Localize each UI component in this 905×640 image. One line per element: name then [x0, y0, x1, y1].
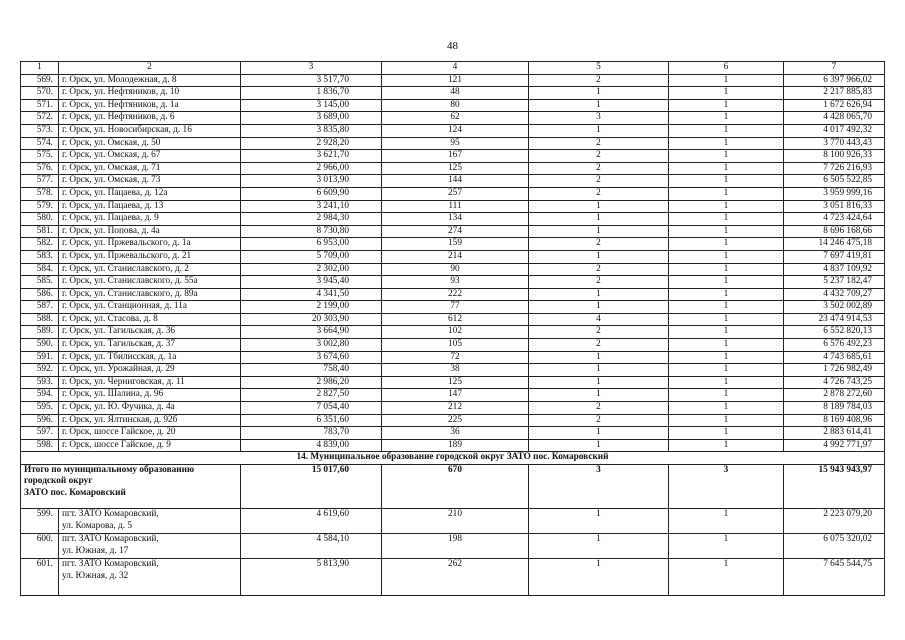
table-row: [21, 402, 885, 415]
col5-value: 1: [529, 509, 669, 534]
area: 4 584,10: [241, 534, 382, 559]
col6-value: 1: [669, 87, 784, 100]
area: 8 730,80: [241, 225, 382, 238]
amount: 4 743 685,61: [784, 351, 885, 364]
address: г. Орск, ул. Урожайная, д. 29: [59, 364, 241, 377]
col6-value: 1: [669, 402, 784, 415]
row-number: 594.: [21, 389, 59, 402]
col6-value: 1: [669, 238, 784, 251]
header-cell: 5: [529, 62, 669, 75]
row-number: 583.: [21, 250, 59, 263]
address: г. Орск, ул. Станиславского, д. 2: [59, 263, 241, 276]
area: 758,40: [241, 364, 382, 377]
header-cell: 2: [59, 62, 241, 75]
col5-value: 2: [529, 175, 669, 188]
address: г. Орск, ул. Молодежная, д. 8: [59, 74, 241, 87]
area: 783,70: [241, 427, 382, 440]
col6-value: 1: [669, 225, 784, 238]
table-row: [21, 162, 885, 175]
address: г. Орск, ул. Омская, д. 73: [59, 175, 241, 188]
col5-value: 2: [529, 162, 669, 175]
col5-value: 1: [529, 87, 669, 100]
col5-value: 2: [529, 263, 669, 276]
area: 4 341,50: [241, 288, 382, 301]
row-number: 578.: [21, 187, 59, 200]
address: г. Орск, ул. Станционная, д. 11а: [59, 301, 241, 314]
col4-value: 111: [382, 200, 529, 213]
col4-value: 38: [382, 364, 529, 377]
col6-value: 1: [669, 137, 784, 150]
col5-value: 2: [529, 187, 669, 200]
col6-value: 1: [669, 150, 784, 163]
col5-value: 1: [529, 213, 669, 226]
header-cell: 3: [241, 62, 382, 75]
col5-value: 2: [529, 276, 669, 289]
row-number: 574.: [21, 137, 59, 150]
col6-value: 1: [669, 288, 784, 301]
amount: 3 959 999,16: [784, 187, 885, 200]
area: 1 836,70: [241, 87, 382, 100]
col4-value: 95: [382, 137, 529, 150]
amount: 4 837 109,92: [784, 263, 885, 276]
col5-value: 1: [529, 559, 669, 596]
table-row: [21, 250, 885, 263]
col4-value: 62: [382, 112, 529, 125]
area: 3 002,80: [241, 339, 382, 352]
col4-value: 225: [382, 414, 529, 427]
address: г. Орск, ул. Омская, д. 67: [59, 150, 241, 163]
col6-value: 1: [669, 339, 784, 352]
area: 3 835,80: [241, 124, 382, 137]
table-row: [21, 439, 885, 452]
col4-value: 612: [382, 313, 529, 326]
address: [59, 509, 241, 534]
col4-value: 80: [382, 99, 529, 112]
amount: 4 992 771,97: [784, 439, 885, 452]
table-row: [21, 124, 885, 137]
col6-value: 1: [669, 187, 784, 200]
amount: 23 474 914,53: [784, 313, 885, 326]
amount: 8 189 784,03: [784, 402, 885, 415]
row-number: 596.: [21, 414, 59, 427]
col5-value: 1: [529, 389, 669, 402]
table-row: [21, 187, 885, 200]
address-line: пгт. ЗАТО Комаровский,: [62, 534, 159, 544]
col6-value: 1: [669, 364, 784, 377]
amount: 8 169 408,96: [784, 414, 885, 427]
col6-value: 1: [669, 301, 784, 314]
col4-value: 121: [382, 74, 529, 87]
col5-value: 1: [529, 439, 669, 452]
amount: 3 051 816,33: [784, 200, 885, 213]
col4-value: 212: [382, 402, 529, 415]
col6-value: 1: [669, 414, 784, 427]
address: г. Орск, ул. Станиславского, д. 89а: [59, 288, 241, 301]
col5-value: 1: [529, 200, 669, 213]
row-number: 571.: [21, 99, 59, 112]
address: г. Орск, ул. Шалина, д. 96: [59, 389, 241, 402]
col4-value: 214: [382, 250, 529, 263]
col5-value: 2: [529, 402, 669, 415]
col5-value: 2: [529, 414, 669, 427]
col5-value: 2: [529, 137, 669, 150]
address-line: ул. Комарова, д. 5: [62, 520, 133, 531]
table-row: [21, 326, 885, 339]
address: г. Орск, ул. Пацаева, д. 9: [59, 213, 241, 226]
address: г. Орск, ул. Пржевальского, д. 1а: [59, 238, 241, 251]
amount: 4 428 065,70: [784, 112, 885, 125]
amount: 7 645 544,75: [784, 559, 885, 596]
amount: 2 223 079,20: [784, 509, 885, 534]
area: 4 619,60: [241, 509, 382, 534]
col6-value: 1: [669, 439, 784, 452]
col6-value: 1: [669, 351, 784, 364]
row-number: 573.: [21, 124, 59, 137]
row-number: 576.: [21, 162, 59, 175]
col4-value: 222: [382, 288, 529, 301]
col5-value: 1: [529, 288, 669, 301]
col4-value: 36: [382, 427, 529, 440]
row-number: 582.: [21, 238, 59, 251]
row-number: 591.: [21, 351, 59, 364]
col4-value: 90: [382, 263, 529, 276]
section-row: [21, 452, 885, 465]
area: 3 241,10: [241, 200, 382, 213]
amount: 4 017 492,32: [784, 124, 885, 137]
col6-value: 1: [669, 200, 784, 213]
address: г. Орск, ул. Ялтинская, д. 92б: [59, 414, 241, 427]
address: г. Орск, ул. Омская, д. 50: [59, 137, 241, 150]
amount: 4 723 424,64: [784, 213, 885, 226]
area: 2 199,00: [241, 301, 382, 314]
col4-value: 93: [382, 276, 529, 289]
header-row: [21, 62, 885, 75]
table-row: [21, 288, 885, 301]
address: г. Орск, ул. Новосибирская, д. 16: [59, 124, 241, 137]
total-col5: 3: [529, 465, 669, 509]
row-number: 586.: [21, 288, 59, 301]
table-row: [21, 238, 885, 251]
col4-value: 124: [382, 124, 529, 137]
area: 4 839,00: [241, 439, 382, 452]
address: г. Орск, ул. Пацаева, д. 13: [59, 200, 241, 213]
area: 20 303,90: [241, 313, 382, 326]
amount: 1 726 982,49: [784, 364, 885, 377]
table-row: [21, 276, 885, 289]
col4-value: 189: [382, 439, 529, 452]
total-col4: 670: [382, 465, 529, 509]
total-col6: 3: [669, 465, 784, 509]
address-line: пгт. ЗАТО Комаровский,: [62, 509, 159, 519]
total-sum: 15 943 943,97: [784, 465, 885, 509]
amount: 7 697 419,81: [784, 250, 885, 263]
amount: 8 696 168,66: [784, 225, 885, 238]
address: г. Орск, шоссе Гайское, д. 9: [59, 439, 241, 452]
area: 2 928,20: [241, 137, 382, 150]
row-number: 580.: [21, 213, 59, 226]
col6-value: 1: [669, 534, 784, 559]
amount: 6 075 320,02: [784, 534, 885, 559]
row-number: 600.: [21, 534, 59, 559]
table-row: [21, 414, 885, 427]
col5-value: 1: [529, 427, 669, 440]
area: 2 986,20: [241, 376, 382, 389]
area: 2 827,50: [241, 389, 382, 402]
total-label-line: городской округ: [24, 476, 93, 487]
row-number: 595.: [21, 402, 59, 415]
col4-value: 102: [382, 326, 529, 339]
col6-value: 1: [669, 326, 784, 339]
amount: 1 672 626,94: [784, 99, 885, 112]
address-line: ул. Южная, д. 32: [62, 570, 129, 581]
col5-value: 1: [529, 301, 669, 314]
area: 3 145,00: [241, 99, 382, 112]
area: 3 674,60: [241, 351, 382, 364]
table-row: [21, 301, 885, 314]
amount: 4 432 709,27: [784, 288, 885, 301]
amount: 2 878 272,60: [784, 389, 885, 402]
row-number: 593.: [21, 376, 59, 389]
col6-value: 1: [669, 559, 784, 596]
amount: 2 217 885,83: [784, 87, 885, 100]
amount: 7 726 216,93: [784, 162, 885, 175]
row-number: 590.: [21, 339, 59, 352]
header-cell: 7: [784, 62, 885, 75]
address: [59, 559, 241, 596]
total-area: 15 017,60: [241, 465, 382, 509]
table-row: [21, 137, 885, 150]
col4-value: 77: [382, 301, 529, 314]
table-row: [21, 213, 885, 226]
table-row: [21, 376, 885, 389]
col6-value: 1: [669, 263, 784, 276]
table-row: [21, 364, 885, 377]
row-number: 592.: [21, 364, 59, 377]
row-number: 589.: [21, 326, 59, 339]
row-number: 584.: [21, 263, 59, 276]
col5-value: 1: [529, 225, 669, 238]
table-row: [21, 534, 885, 559]
address: г. Орск, ул. Нефтяников, д. 1а: [59, 99, 241, 112]
amount: 5 237 182,47: [784, 276, 885, 289]
row-number: 577.: [21, 175, 59, 188]
col5-value: 1: [529, 376, 669, 389]
header-cell: 4: [382, 62, 529, 75]
amount: 6 552 820,13: [784, 326, 885, 339]
col4-value: 48: [382, 87, 529, 100]
address: г. Орск, ул. Нефтяников, д. 10: [59, 87, 241, 100]
row-number: 585.: [21, 276, 59, 289]
total-label-line: ЗАТО пос. Комаровский: [24, 487, 126, 498]
col4-value: 274: [382, 225, 529, 238]
row-number: 588.: [21, 313, 59, 326]
col6-value: 1: [669, 124, 784, 137]
col5-value: 1: [529, 124, 669, 137]
col6-value: 1: [669, 213, 784, 226]
area: 3 621,70: [241, 150, 382, 163]
total-label-line: Итого по муниципальному образованию: [24, 465, 195, 475]
data-table: [20, 61, 885, 596]
col6-value: 1: [669, 427, 784, 440]
address: г. Орск, ул. Тагильская, д. 36: [59, 326, 241, 339]
col6-value: 1: [669, 276, 784, 289]
table-row: [21, 313, 885, 326]
col4-value: 167: [382, 150, 529, 163]
table-row: [21, 112, 885, 125]
col5-value: 1: [529, 250, 669, 263]
row-number: 599.: [21, 509, 59, 534]
amount: 6 505 522,85: [784, 175, 885, 188]
area: 3 664,90: [241, 326, 382, 339]
area: 6 609,90: [241, 187, 382, 200]
address: г. Орск, ул. Попова, д. 4а: [59, 225, 241, 238]
table-row: [21, 87, 885, 100]
col5-value: 2: [529, 150, 669, 163]
col4-value: 257: [382, 187, 529, 200]
section-title: 14. Муниципальное образование городской округ ЗАТО пос. Комаровский: [21, 452, 885, 465]
col5-value: 2: [529, 339, 669, 352]
amount: 4 726 743,25: [784, 376, 885, 389]
table-row: [21, 389, 885, 402]
col5-value: 3: [529, 112, 669, 125]
col6-value: 1: [669, 112, 784, 125]
area: 7 054,40: [241, 402, 382, 415]
area: 2 966,00: [241, 162, 382, 175]
page-number: 48: [447, 40, 458, 52]
address-line: пгт. ЗАТО Комаровский,: [62, 559, 159, 569]
area: 6 953,00: [241, 238, 382, 251]
col6-value: 1: [669, 389, 784, 402]
col6-value: 1: [669, 376, 784, 389]
row-number: 587.: [21, 301, 59, 314]
address: г. Орск, ул. Пржевальского, д. 21: [59, 250, 241, 263]
area: 3 517,70: [241, 74, 382, 87]
row-number: 601.: [21, 559, 59, 596]
col4-value: 144: [382, 175, 529, 188]
address-line: ул. Южная, д. 17: [62, 545, 129, 556]
col4-value: 72: [382, 351, 529, 364]
amount: 6 397 966,02: [784, 74, 885, 87]
col4-value: 105: [382, 339, 529, 352]
row-number: 581.: [21, 225, 59, 238]
address: г. Орск, ул. Тбилисская, д. 1а: [59, 351, 241, 364]
table-row: [21, 263, 885, 276]
col4-value: 147: [382, 389, 529, 402]
area: 6 351,60: [241, 414, 382, 427]
row-number: 597.: [21, 427, 59, 440]
total-label: [21, 465, 241, 509]
area: 2 984,30: [241, 213, 382, 226]
total-row: [21, 465, 885, 509]
amount: 3 502 002,89: [784, 301, 885, 314]
col6-value: 1: [669, 99, 784, 112]
col6-value: 1: [669, 250, 784, 263]
col6-value: 1: [669, 313, 784, 326]
table-row: [21, 225, 885, 238]
col4-value: 262: [382, 559, 529, 596]
address: г. Орск, ул. Омская, д. 71: [59, 162, 241, 175]
table-row: [21, 200, 885, 213]
row-number: 569.: [21, 74, 59, 87]
table-row: [21, 427, 885, 440]
col5-value: 2: [529, 74, 669, 87]
header-cell: 1: [21, 62, 59, 75]
address: г. Орск, ул. Стасова, д. 8: [59, 313, 241, 326]
col5-value: 1: [529, 364, 669, 377]
col4-value: 134: [382, 213, 529, 226]
address: [59, 534, 241, 559]
row-number: 572.: [21, 112, 59, 125]
amount: 14 246 475,18: [784, 238, 885, 251]
amount: 8 100 926,33: [784, 150, 885, 163]
col6-value: 1: [669, 162, 784, 175]
area: 5 709,00: [241, 250, 382, 263]
col4-value: 210: [382, 509, 529, 534]
table-row: [21, 150, 885, 163]
address: г. Орск, ул. Станиславского, д. 55а: [59, 276, 241, 289]
table-row: [21, 509, 885, 534]
col5-value: 4: [529, 313, 669, 326]
address: г. Орск, ул. Тагильская, д. 37: [59, 339, 241, 352]
address: г. Орск, шоссе Гайское, д. 20: [59, 427, 241, 440]
col5-value: 2: [529, 238, 669, 251]
col4-value: 125: [382, 376, 529, 389]
col5-value: 1: [529, 351, 669, 364]
area: 2 302,00: [241, 263, 382, 276]
col5-value: 1: [529, 534, 669, 559]
address: г. Орск, ул. Нефтяников, д. 6: [59, 112, 241, 125]
address: г. Орск, ул. Черниговская, д. 11: [59, 376, 241, 389]
area: 3 013,90: [241, 175, 382, 188]
table-row: [21, 339, 885, 352]
table-row: [21, 559, 885, 596]
row-number: 575.: [21, 150, 59, 163]
table-row: [21, 74, 885, 87]
header-cell: 6: [669, 62, 784, 75]
row-number: 570.: [21, 87, 59, 100]
col5-value: 2: [529, 326, 669, 339]
amount: 3 770 443,43: [784, 137, 885, 150]
area: 5 813,90: [241, 559, 382, 596]
col5-value: 1: [529, 99, 669, 112]
row-number: 579.: [21, 200, 59, 213]
col6-value: 1: [669, 74, 784, 87]
table-row: [21, 351, 885, 364]
col4-value: 159: [382, 238, 529, 251]
address: г. Орск, ул. Ю. Фучика, д. 4а: [59, 402, 241, 415]
amount: 6 576 492,23: [784, 339, 885, 352]
col6-value: 1: [669, 509, 784, 534]
table-row: [21, 99, 885, 112]
col6-value: 1: [669, 175, 784, 188]
amount: 2 883 614,41: [784, 427, 885, 440]
area: 3 689,00: [241, 112, 382, 125]
address: г. Орск, ул. Пацаева, д. 12а: [59, 187, 241, 200]
table-row: [21, 175, 885, 188]
col4-value: 198: [382, 534, 529, 559]
row-number: 598.: [21, 439, 59, 452]
col4-value: 125: [382, 162, 529, 175]
area: 3 945,40: [241, 276, 382, 289]
